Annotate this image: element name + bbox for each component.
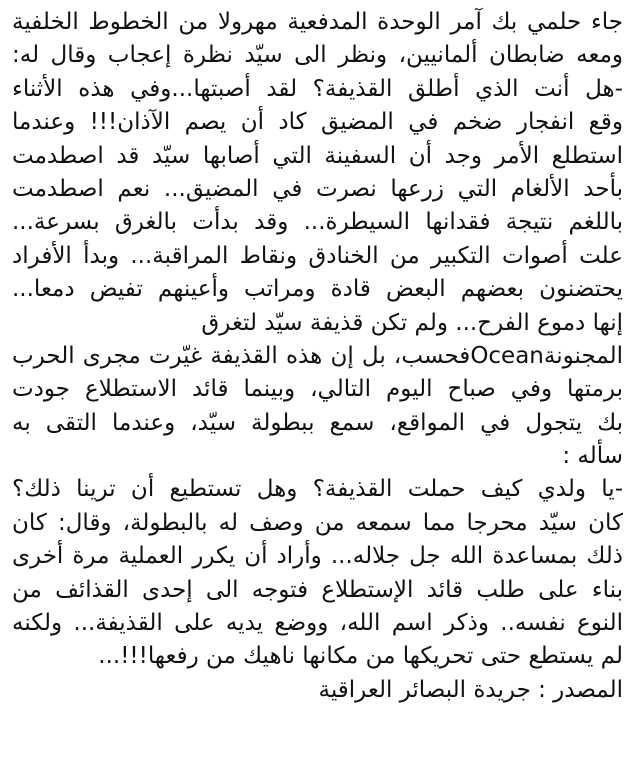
- article-line: بأحد الألغام التي زرعها نصرت في المضيق... نعم اصطدمت: [12, 175, 623, 202]
- article-body: [12, 6, 623, 707]
- article-line: لم يستطع حتى تحريكها من مكانها ناهيك من رفعها!!!...: [98, 643, 623, 670]
- article-line: استطلع الأمر وجد أن السفينة التي أصابها سيّد قد اصطدمت: [12, 142, 623, 169]
- article-source: المصدر : جريدة البصائر العراقية: [318, 676, 623, 703]
- article-line: سأله :: [562, 443, 623, 470]
- article-line: كان سيّد محرجا مما سمعه من وصف له بالبطولة، وقال: كان: [12, 509, 623, 536]
- article-line: النوع نفسه.. وذكر اسم الله، ووضع يديه على القذيفة... ولكنه: [12, 610, 623, 637]
- article-line: وقع انفجار ضخم في المضيق كاد أن يصم الآذان!!! وعندما: [12, 109, 623, 136]
- article-line: المجنونةOceanفحسب، بل إن هذه القذيفة غيّرت مجرى الحرب: [12, 342, 623, 369]
- article-line: باللغم نتيجة فقدانها السيطرة... وقد بدأت بالغرق بسرعة...: [12, 209, 623, 236]
- article-line: بناء على طلب قائد الإستطلاع فتوجه الى إحدى القذائف من: [12, 576, 623, 603]
- article-line: جاء حلمي بك آمر الوحدة المدفعية مهرولا من الخطوط الخلفية: [12, 9, 623, 35]
- article-line: إنها دموع الفرح... ولم تكن قذيفة سيّد لتغرق: [201, 309, 623, 336]
- article-line: -يا ولدي كيف حملت القذيفة؟ وهل تستطيع أن ترينا ذلك؟: [12, 476, 623, 503]
- article-line: -هل أنت الذي أطلق القذيفة؟ لقد أصبتها...وفي هذه الأثناء: [12, 75, 623, 102]
- article-line: علت أصوات التكبير من الخنادق ونقاط المراقبة... وبدأ الأفراد: [12, 242, 623, 269]
- article-line: بك يتجول في المواقع، سمع ببطولة سيّد، وعندما التقى به: [12, 409, 623, 436]
- article-line: برمتها وفي صباح اليوم التالي، وبينما قائد الاستطلاع جودت: [12, 376, 623, 403]
- article-line: يحتضنون بعضهم البعض قادة ومراتب وأعينهم تفيض دمعا...: [12, 276, 623, 303]
- article-line: ذلك بمساعدة الله جل جلاله... وأراد أن يكرر العملية مرة أخرى: [12, 543, 623, 570]
- article-line: ومعه ضابطان ألمانيين، ونظر الى سيّد نظرة إعجاب وقال له:: [12, 42, 623, 69]
